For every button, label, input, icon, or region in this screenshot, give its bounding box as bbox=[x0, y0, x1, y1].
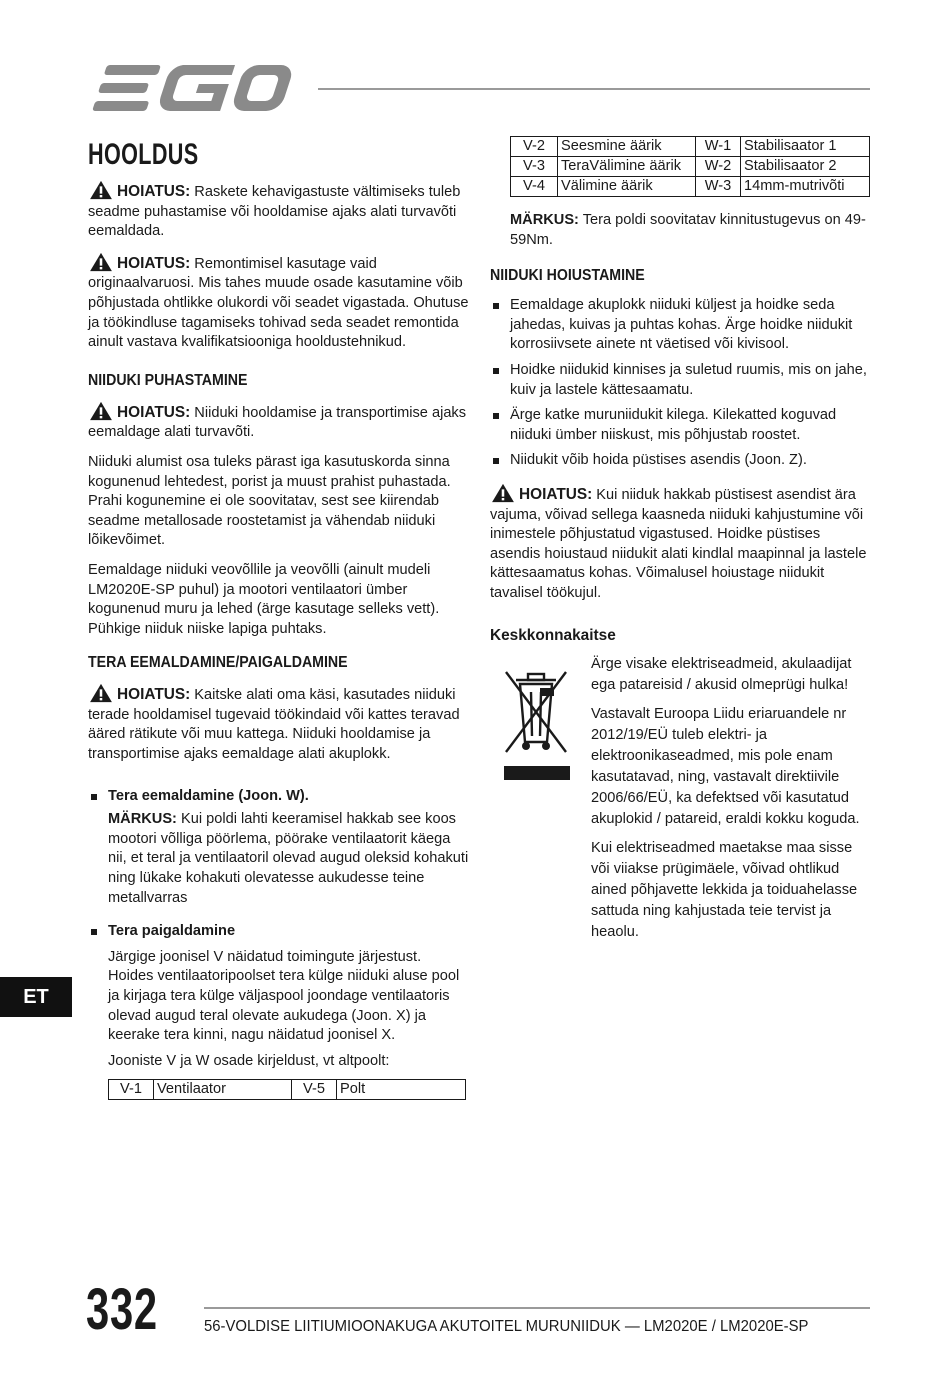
warning-safety-key bbox=[88, 180, 470, 242]
part-name: Ventilaator bbox=[154, 1080, 292, 1100]
left-column bbox=[88, 138, 470, 1110]
warning-text: Niiduki hooldamise ja transportimise ajaks eemaldage alati turvavõti. bbox=[88, 404, 467, 441]
footer-rule bbox=[204, 1307, 870, 1309]
environment-paragraph: Ärge visake elektriseadmeid, akulaadijat ega patareisid / akusid olmeprügi hulka! bbox=[591, 656, 852, 693]
table-row bbox=[109, 1080, 466, 1100]
environment-paragraph: Kui elektriseadmed maetakse maa sisse või viiakse prügimäele, võivad ohtlikud ained põhjavette lekkida ja toiduahelasse sattuda ning kahjustada teie tervist ja heaolu. bbox=[591, 840, 858, 940]
warning-storage bbox=[490, 483, 872, 604]
page-number: 332 bbox=[86, 1277, 158, 1342]
crossed-out-bin-icon bbox=[500, 662, 572, 782]
blade-steps-list bbox=[88, 787, 470, 1101]
list-item bbox=[88, 922, 470, 1100]
warning-label: HOIATUS: bbox=[117, 183, 191, 200]
blade-removal-title: Tera eemaldamine (Joon. W). bbox=[108, 787, 309, 804]
warning-text: Remontimisel kasutage vaid originaalvaruosi. Mis tahes muude osade kasutamine võib põhjustada ohtlikke olukordi või seadet vigastada. Ohutuse ja töökindluse tagamiseks tohivad seda seadet remontida ainult vastava kvalifikatsiooniga hooldustehnikud. bbox=[88, 255, 469, 351]
part-code: V-4 bbox=[511, 177, 558, 197]
note-label: MÄRKUS: bbox=[108, 811, 177, 828]
part-name: 14mm-mutrivõti bbox=[741, 177, 870, 197]
part-name: Välimine äärik bbox=[558, 177, 696, 197]
torque-note bbox=[490, 211, 872, 250]
warning-triangle-icon bbox=[88, 683, 114, 703]
blade-install-text: Järgige joonisel V näidatud toimingute järjestust. Hoides ventilaatoripoolset tera külge niiduki aluse pool ja kirjaga tera külge väljaspool joondage ventilaatoris olevad augud teral olevate aukudega (Joon. X) ja keerake tera kinni, nagu näidatud joonisel X. bbox=[108, 948, 460, 1044]
part-name: Stabilisaator 2 bbox=[741, 157, 870, 177]
warning-label: HOIATUS: bbox=[117, 254, 191, 272]
section-heading-cleaning: NIIDUKI PUHASTAMINE bbox=[88, 371, 248, 389]
part-name: TeraVälimine äärik bbox=[558, 157, 696, 177]
part-code: V-3 bbox=[511, 157, 558, 177]
parts-table-right bbox=[510, 136, 870, 197]
cleaning-paragraph-2: Eemaldage niiduki veovõllile ja veovõlli (ainult mudeli LM2020E-SP puhul) ja mootori ventilaatori ümber kogunenud muru ja lehed (ärge kasutage selleks vett). Pühkige niiduk niiske lapiga puhtaks. bbox=[88, 561, 440, 637]
warning-triangle-icon bbox=[88, 401, 114, 421]
part-code: W-1 bbox=[696, 137, 741, 157]
warning-text: Kaitske alati oma käsi, kasutades niiduki terade hooldamisel tugevaid töökindaid või kattes teravad ääred rätikute või muu kattega. Niiduki hooldamise ja transportimise ajaks eemaldage alati akuplokk. bbox=[88, 687, 460, 763]
blade-install-title: Tera paigaldamine bbox=[108, 923, 236, 940]
cleaning-paragraph-1: Niiduki alumist osa tuleks pärast iga kasutuskorda sinna kogunenud lehtedest, porist ja muust prahist puhastada. Prahi kogunemine ei ole soovitatav, sest see kiirendab seadme metallosade roostetamist ja vähendab niiduki lõikevõimet. bbox=[88, 453, 451, 549]
part-name: Seesmine äärik bbox=[558, 137, 696, 157]
part-code: V-5 bbox=[292, 1080, 337, 1100]
right-column bbox=[490, 136, 872, 656]
storage-list bbox=[490, 296, 872, 471]
parts-table-left bbox=[108, 1079, 466, 1100]
environment-text bbox=[591, 654, 873, 951]
warning-triangle-icon bbox=[490, 483, 516, 503]
list-item: Ärge katke muruniidukit kilega. Kilekatted koguvad niiduki ümber niiskust, mis põhjustab roostet. bbox=[490, 406, 872, 445]
note-label: MÄRKUS: bbox=[510, 212, 579, 228]
parts-reference-text: Jooniste V ja W osade kirjeldust, vt altpoolt: bbox=[108, 1052, 390, 1069]
table-row bbox=[511, 157, 870, 177]
header-rule bbox=[318, 88, 870, 90]
language-tab: ET bbox=[0, 977, 72, 1017]
section-heading-blade: TERA EEMALDAMINE/PAIGALDAMINE bbox=[88, 654, 348, 672]
warning-original-parts bbox=[88, 252, 470, 353]
table-row bbox=[511, 177, 870, 197]
part-code: W-2 bbox=[696, 157, 741, 177]
note-text: Tera poldi soovitatav kinnitustugevus on 49-59Nm. bbox=[510, 212, 866, 248]
warning-label: HOIATUS: bbox=[117, 686, 191, 704]
list-item: Niidukit võib hoida püstises asendis (Joon. Z). bbox=[490, 451, 872, 471]
warning-label: HOIATUS: bbox=[117, 403, 191, 421]
warning-triangle-icon bbox=[88, 252, 114, 272]
part-name: Stabilisaator 1 bbox=[741, 137, 870, 157]
list-item: Eemaldage akuplokk niiduki küljest ja hoidke seda jahedas, kuivas ja puhtas kohas. Ärge hoidke niidukit korrosiivsete ainete nt väetised või kivisool. bbox=[490, 296, 872, 355]
page-title: HOOLDUS bbox=[88, 138, 199, 171]
warning-cleaning bbox=[88, 401, 470, 443]
environment-paragraph: Vastavalt Euroopa Liidu eriaruandele nr 2012/19/EÜ tuleb elektri- ja elektroonikaseadmed, mis pole enam kasutatavad, ning, vastavalt direktiivile 2006/66/EÜ, ka defektsed või kasutatud akuplokid / patareid, eraldi kokku koguda. bbox=[591, 706, 860, 827]
part-code: V-2 bbox=[511, 137, 558, 157]
section-heading-storage: NIIDUKI HOIUSTAMINE bbox=[490, 267, 645, 285]
parts-rows bbox=[511, 137, 870, 197]
footer-product-title: 56-VOLDISE LIITIUMIOONAKUGA AKUTOITEL MURUNIIDUK — LM2020E / LM2020E-SP bbox=[204, 1318, 809, 1335]
list-item: Hoidke niidukid kinnises ja suletud ruumis, mis on jahe, kuiv ja lastele kättesaamatu. bbox=[490, 361, 872, 400]
warning-text: Kui niiduk hakkab püstisest asendist ära vajuma, võivad sellega kaasneda niiduki kahjustumine või inimestele põhjustatud vigastused. Hoidke püstises asendis hoiustaud niidukit alati kindlal maapinnal ja lastele kättesaamatus kohas. Võimalusel hoiustage niidukit tavalisel töökujul. bbox=[490, 486, 867, 601]
list-item bbox=[88, 787, 470, 909]
blade-removal-note bbox=[108, 810, 470, 908]
warning-triangle-icon bbox=[88, 180, 114, 200]
warning-blade bbox=[88, 683, 470, 764]
part-code: V-1 bbox=[109, 1080, 154, 1100]
warning-label: HOIATUS: bbox=[519, 485, 593, 503]
ego-logo bbox=[86, 62, 298, 114]
table-row bbox=[511, 137, 870, 157]
warning-text: Raskete kehavigastuste vältimiseks tuleb seadme puhastamise või hooldamise ajaks alati turvavõti eemaldada. bbox=[88, 184, 461, 240]
part-code: W-3 bbox=[696, 177, 741, 197]
part-name: Polt bbox=[337, 1080, 466, 1100]
note-text: Kui poldi lahti keeramisel hakkab see koos mootori võlliga pöörlema, pöörake ventilaatorit käega nii, et teral ja ventilaatoril olevad augud oleksid kohakuti ning lükake kohakuti olevatesse aukudesse teine metallvarras bbox=[108, 811, 469, 906]
section-heading-environment: Keskkonnakaitse bbox=[490, 626, 616, 644]
